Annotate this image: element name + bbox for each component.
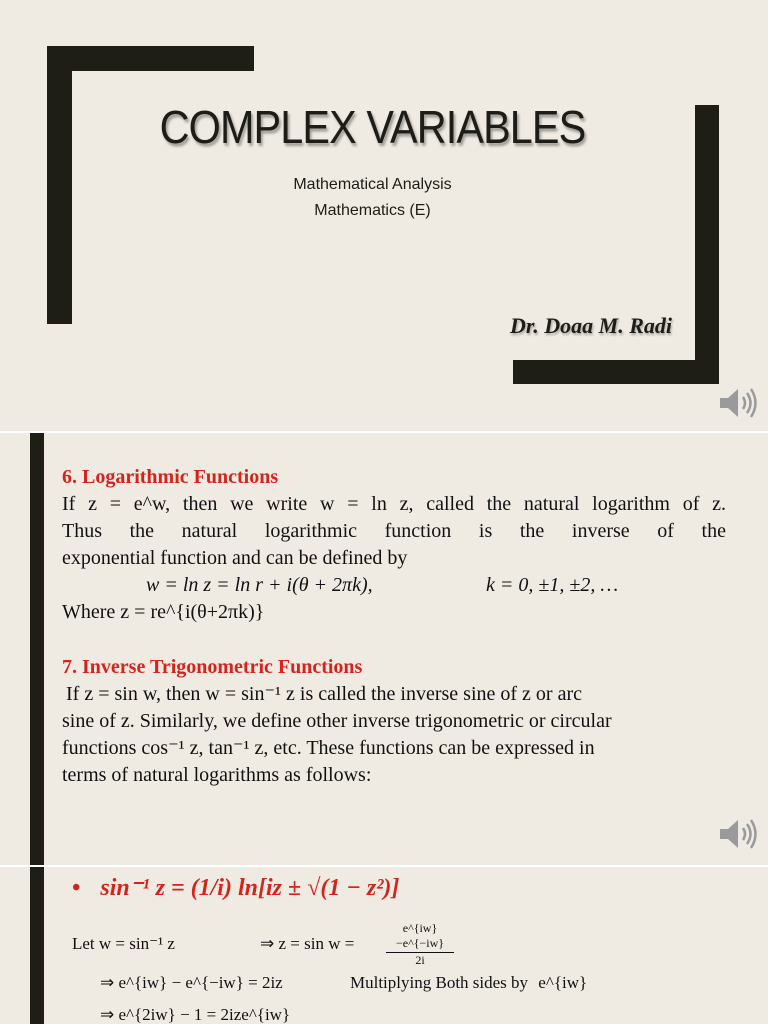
fraction-numerator: e^{iw}−e^{−iw} — [386, 921, 454, 953]
text-line: Thus the natural logarithmic function is the inverse of the — [62, 520, 726, 542]
text-line: functions cos⁻¹ z, tan⁻¹ z, etc. These functions can be expressed in — [62, 737, 595, 759]
log-formula: w = ln z = ln r + i(θ + 2πk), — [146, 574, 373, 596]
frame-bar-bottom-right — [513, 360, 719, 384]
inverse-sine-formula — [72, 873, 399, 902]
inverse-sine-slide — [0, 867, 768, 1024]
frame-bar-top-left — [47, 46, 254, 71]
let-statement: Let w = sin⁻¹ z — [72, 934, 175, 953]
text-line: terms of natural logarithms as follows: — [62, 764, 372, 786]
implies-sine: ⇒ z = sin w = — [260, 934, 355, 953]
step-one: ⇒ e^{iw} − e^{−iw} = 2iz — [100, 973, 283, 992]
text-line: sine of z. Similarly, we define other inverse trigonometric or circular — [62, 710, 612, 732]
multiplying-label: Multiplying Both sides by — [350, 973, 529, 992]
text-line: If z = e^w, then we write w = ln z, called the natural logarithm of z. — [62, 493, 726, 515]
text-line: If z = sin w, then w = sin⁻¹ z is called the inverse sine of z or arc — [66, 683, 582, 705]
log-functions-slide — [0, 433, 768, 865]
speaker-icon[interactable] — [718, 817, 758, 851]
speaker-icon[interactable] — [718, 386, 758, 420]
slide-accent-bar — [30, 867, 44, 1024]
fraction — [386, 921, 454, 968]
fraction-denominator: 2i — [415, 953, 425, 967]
k-values: k = 0, ±1, ±2, … — [486, 574, 619, 596]
step-two: ⇒ e^{2iw} − 1 = 2ize^{iw} — [100, 1005, 291, 1024]
slide-title: COMPLEX VARIABLES — [159, 101, 586, 153]
text-line: exponential function and can be defined by — [62, 547, 408, 569]
slide-accent-bar — [30, 433, 44, 865]
formula-text: sin⁻¹ z = (1/i) ln[iz ± √(1 − z²)] — [100, 875, 400, 901]
text-where: Where z = re^{i(θ+2πk)} — [62, 601, 265, 623]
multiplying-note — [350, 973, 587, 993]
subtitle-course: Mathematical Analysis — [293, 176, 452, 193]
heading-inverse-trig-functions: 7. Inverse Trigonometric Functions — [62, 656, 363, 678]
subtitle-department: Mathematics (E) — [314, 202, 431, 219]
bullet: • — [72, 875, 81, 901]
author-name: Dr. Doaa M. Radi — [510, 313, 672, 338]
heading-logarithmic-functions: 6. Logarithmic Functions — [62, 466, 279, 488]
title-slide — [0, 0, 768, 430]
multiplying-factor: e^{iw} — [538, 973, 588, 992]
